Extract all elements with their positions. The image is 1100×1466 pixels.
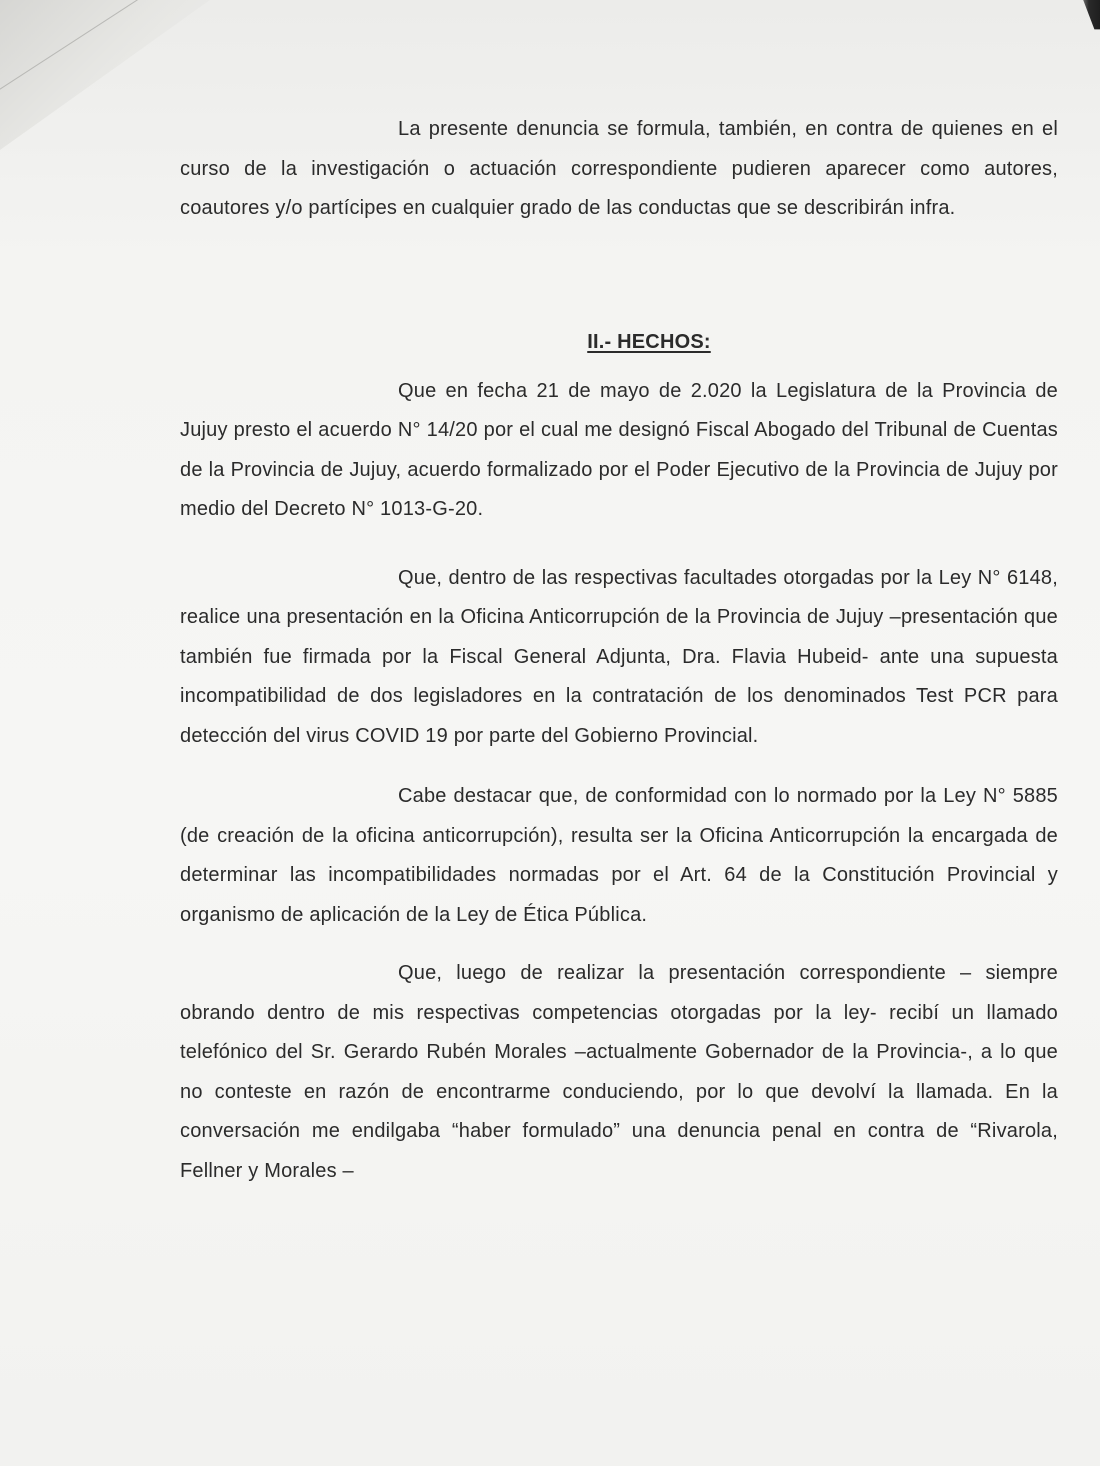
paragraph-anticorruption-filing: Que, dentro de las respectivas facultades otorgadas por la Ley N° 6148, realice una presentación en la Oficina Anticorrupción de la Provincia de Jujuy –presentación que también fue firmada por la Fiscal General Adjunta, Dra. Flavia Hubeid- ante una supuesta incompatibilidad de dos legisladores en la contratación de los denominados Test PCR para detección del virus COVID 19 por parte del Gobierno Provincial. xyxy=(180,566,1058,747)
paragraph-ley-5885: Cabe destacar que, de conformidad con lo normado por la Ley N° 5885 (de creación de la oficina anticorrupción), resulta ser la Oficina Anticorrupción la encargada de determinar las incompatibilidades normadas por el Art. 64 de la Constitución Provincial y organismo de aplicación de la Ley de Ética Pública. xyxy=(180,785,1058,926)
paragraph-phone-call: Que, luego de realizar la presentación correspondiente – siempre obrando dentro de mis respectivas competencias otorgadas por la ley- recibí un llamado telefónico del Sr. Gerardo Rubén Morales –actualmente Gobernador de la Provincia-, a lo que no conteste en razón de encontrarme conduciendo, por lo que devolví la llamada. En la conversación me endilgaba “haber formulado” una denuncia penal en contra de “Rivarola, Fellner y Morales – xyxy=(180,962,1058,1182)
folded-page-corner xyxy=(0,0,210,150)
paragraph-accused-parties: La presente denuncia se formula, también, en contra de quienes en el curso de la investigación o actuación correspondiente pudieren aparecer como autores, coautores y/o partícipes en cualquier grado de las conductas que se describirán infra. xyxy=(180,118,1058,219)
page-shadow-edge xyxy=(1072,0,1100,1466)
section-heading-hechos: II.- HECHOS: xyxy=(587,330,711,353)
document-body xyxy=(180,110,1058,1191)
paragraph-appointment: Que en fecha 21 de mayo de 2.020 la Legislatura de la Provincia de Jujuy presto el acuerdo N° 14/20 por el cual me designó Fiscal Abogado del Tribunal de Cuentas de la Provincia de Jujuy, acuerdo formalizado por el Poder Ejecutivo de la Provincia de Jujuy por medio del Decreto N° 1013-G-20. xyxy=(180,379,1058,520)
